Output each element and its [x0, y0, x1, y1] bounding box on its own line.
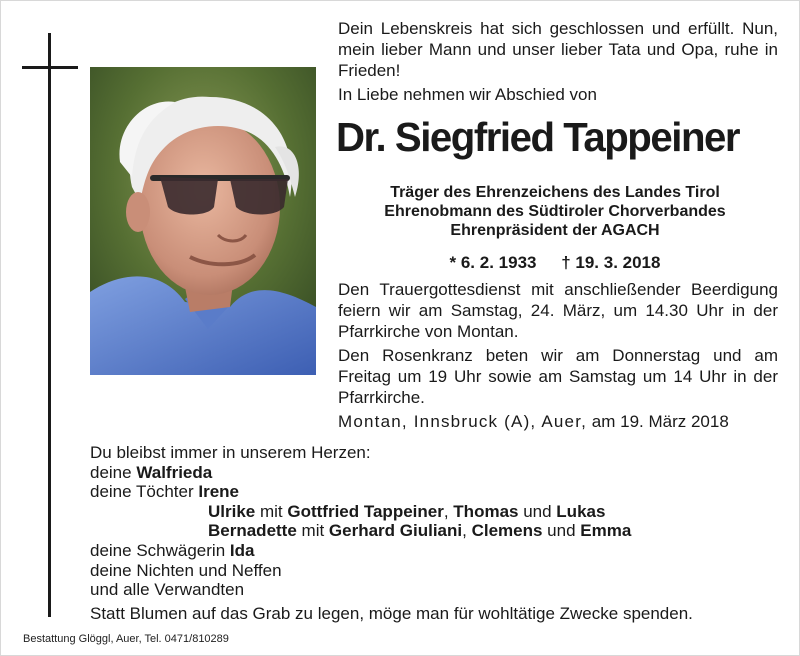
family-row-daughters — [90, 482, 780, 502]
family-row-daughter3 — [90, 521, 780, 541]
family-prefix: deine Töchter — [90, 482, 199, 502]
date-text: am 19. März 2018 — [591, 412, 729, 431]
cross-icon-horizontal — [22, 66, 78, 69]
family-grandchild: Clemens — [471, 521, 543, 541]
family-daughter: Ulrike — [208, 501, 256, 521]
honors-list — [330, 183, 780, 240]
family-row-sister-in-law — [90, 541, 780, 561]
family-daughter: Bernadette — [208, 521, 297, 541]
funeral-service-text: Den Trauergottesdienst mit anschließender Beerdigung feiern wir am Samstag, 24. März, um 14.30 Uhr in der Pfarrkirche von Montan. — [338, 280, 778, 341]
portrait-photo — [90, 67, 316, 375]
family-list — [90, 443, 780, 600]
family-connector: und — [542, 521, 581, 541]
family-wife: Walfrieda — [136, 462, 213, 482]
rosary-text: Den Rosenkranz beten wir am Donnerstag und am Freitag um 19 Uhr sowie am Samstag um 14 Uhr in der Pfarrkirche. — [338, 346, 778, 407]
honor-item: Ehrenpräsident der AGACH — [450, 222, 660, 239]
verse-text: Dein Lebenskreis hat sich geschlossen und erfüllt. Nun, mein lieber Mann und unser lieber Tata und Opa, ruhe in Frieden! — [338, 19, 778, 80]
family-connector: , — [443, 501, 454, 521]
honor-item: Träger des Ehrenzeichens des Landes Tirol — [390, 184, 720, 201]
place-date-line — [338, 411, 778, 432]
birth-date: * 6. 2. 1933 — [449, 253, 537, 272]
family-partner: Gerhard Giuliani — [328, 521, 463, 541]
family-partner: Gottfried Tappeiner — [287, 501, 444, 521]
family-connector: , — [462, 521, 472, 541]
family-connector: mit — [255, 501, 288, 521]
family-row-wife — [90, 463, 780, 483]
family-sister-in-law: Ida — [229, 540, 255, 560]
family-connector: mit — [296, 521, 329, 541]
family-opening: Du bleibst immer in unserem Herzen: — [90, 443, 371, 462]
place-text: Montan, Innsbruck (A), Auer, — [338, 412, 588, 431]
cross-icon-vertical — [48, 33, 51, 617]
family-nieces-nephews: deine Nichten und Neffen — [90, 560, 282, 580]
family-relatives: und alle Verwandten — [90, 580, 245, 600]
family-prefix: deine — [90, 462, 137, 482]
death-date: † 19. 3. 2018 — [561, 253, 661, 272]
family-grandchild: Emma — [580, 521, 632, 541]
life-dates — [330, 252, 780, 273]
family-connector: und — [518, 501, 557, 521]
deceased-name: Dr. Siegfried Tappeiner — [336, 114, 740, 160]
portrait-illustration — [90, 67, 316, 375]
family-grandchild: Thomas — [453, 501, 519, 521]
family-grandchild: Lukas — [556, 501, 606, 521]
funeral-home-footer: Bestattung Glöggl, Auer, Tel. 0471/810289 — [23, 633, 229, 645]
intro-text: In Liebe nehmen wir Abschied von — [338, 85, 597, 104]
family-row-daughter2 — [90, 502, 780, 522]
honor-item: Ehrenobmann des Südtiroler Chorverbandes — [384, 203, 726, 220]
family-prefix: deine Schwägerin — [90, 540, 230, 560]
closing-text: Statt Blumen auf das Grab zu legen, möge man für wohltätige Zwecke spenden. — [90, 604, 693, 623]
family-daughter: Irene — [198, 482, 240, 502]
